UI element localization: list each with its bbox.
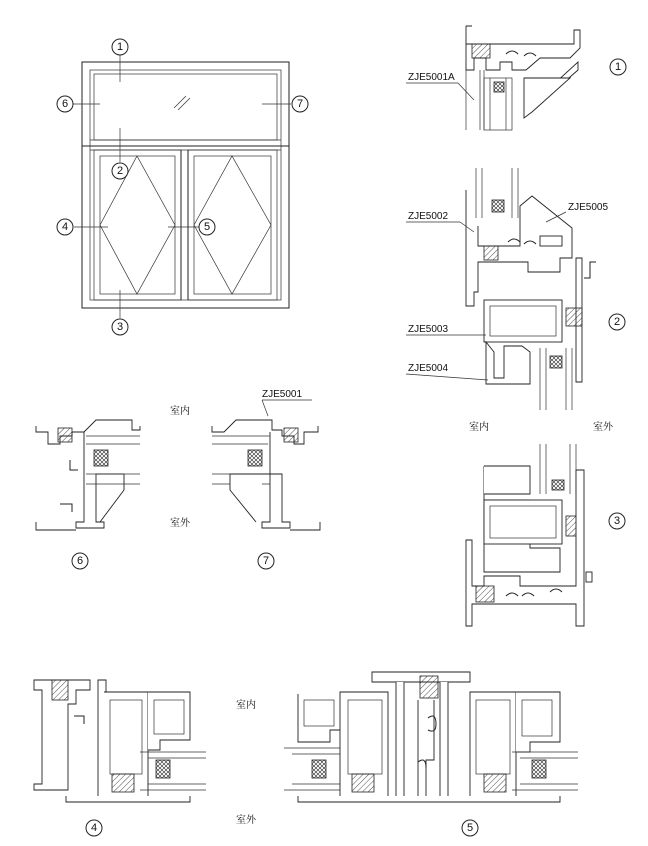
section-mark-3: 3 [613,515,621,527]
profile-code-zje5001a: ZJE5001A [408,72,455,83]
section-mark-1: 1 [614,61,622,73]
section-3-sill [466,444,592,626]
callout-2: 2 [116,165,124,177]
elevation-callouts [57,39,308,335]
section-6-side-jamb [36,420,140,530]
callout-5: 5 [203,221,211,233]
callout-3: 3 [116,321,124,333]
section-mark-5: 5 [466,822,474,834]
profile-code-zje5002: ZJE5002 [408,211,449,222]
label-indoor-section-6-7: 室内 [170,406,190,417]
section-5-mullion [284,672,578,802]
section-4-sash-jamb [34,680,206,802]
section-mark-2: 2 [613,316,621,328]
section-mark-7: 7 [262,555,270,567]
window-elevation [73,55,291,318]
section-mark-4: 4 [90,822,98,834]
profile-code-zje5003: ZJE5003 [408,324,449,335]
label-outdoor-section-4-5: 室外 [236,815,256,826]
profile-code-zje5005: ZJE5005 [568,202,609,213]
callout-1: 1 [116,41,124,53]
left-sash-opening-lines [100,156,175,294]
section-mark-6: 6 [76,555,84,567]
callout-7: 7 [296,98,304,110]
label-outdoor-section-6-7: 室外 [170,518,190,529]
profile-code-zje5001: ZJE5001 [262,389,303,400]
label-indoor-section-2: 室内 [469,422,489,433]
profile-code-zje5004: ZJE5004 [408,363,449,374]
label-outdoor-section-2: 室外 [593,422,613,433]
callout-4: 4 [61,221,69,233]
section-7-side-jamb [212,400,320,530]
label-indoor-section-4-5: 室内 [236,700,256,711]
callout-6: 6 [61,98,69,110]
